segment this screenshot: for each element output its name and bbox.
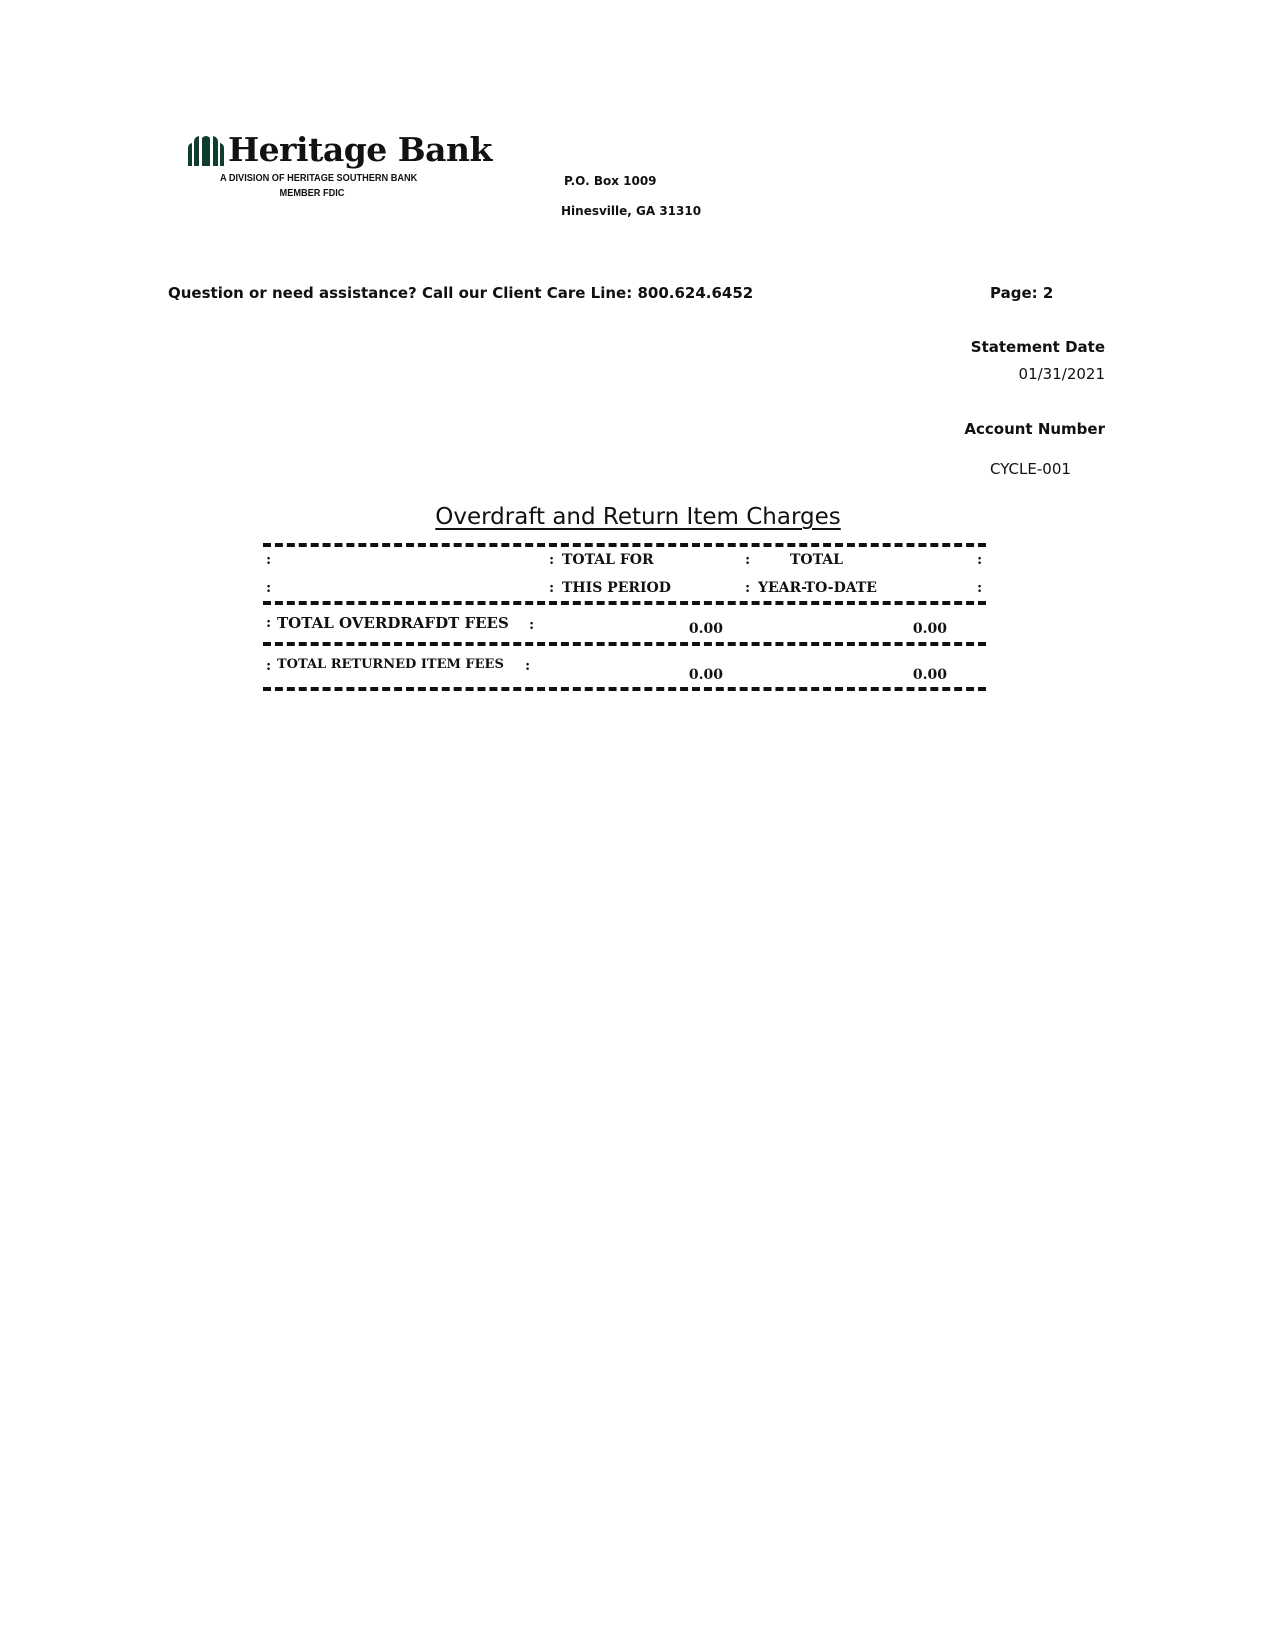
table-colon: : [525,658,531,674]
table-divider [263,601,986,605]
table-colon: : [977,552,983,568]
table-colon: : [266,615,272,631]
bank-logo-icon [186,134,226,166]
row-label: TOTAL RETURNED ITEM FEES [277,657,504,672]
statement-date-label: Statement Date [970,338,1105,356]
table-colon: : [529,617,535,633]
row-label: TOTAL OVERDRAFDT FEES [277,614,509,632]
bank-name: Heritage Bank [228,130,492,169]
row-period-value: 0.00 [688,667,723,683]
address-line-2: Hinesville, GA 31310 [561,204,702,218]
table-colon: : [266,580,272,596]
page-number: Page: 2 [990,284,1054,302]
assistance-text: Question or need assistance? Call our Client Care Line: 800.624.6452 [168,284,754,302]
table-divider [263,543,986,547]
table-divider [263,642,986,646]
table-divider [263,687,986,691]
column-header-period: TOTAL FOR [562,552,654,568]
column-header-period-sub: THIS PERIOD [562,580,671,596]
section-title: Overdraft and Return Item Charges [435,504,841,530]
table-colon: : [549,580,555,596]
address-line-1: P.O. Box 1009 [564,174,657,188]
bank-logo [186,130,492,200]
table-colon: : [266,658,272,674]
column-header-ytd: TOTAL [790,552,843,568]
row-ytd-value: 0.00 [912,621,947,637]
column-header-ytd-sub: YEAR-TO-DATE [758,580,877,596]
table-colon: : [977,580,983,596]
table-colon: : [745,580,751,596]
row-period-value: 0.00 [688,621,723,637]
account-number-label: Account Number [964,420,1105,438]
table-colon: : [266,552,272,568]
bank-member-fdic: MEMBER FDIC [279,188,345,199]
statement-date-value: 01/31/2021 [1018,365,1105,383]
bank-division: A DIVISION OF HERITAGE SOUTHERN BANK [220,173,418,184]
account-number-value: CYCLE-001 [990,460,1071,478]
row-ytd-value: 0.00 [912,667,947,683]
table-colon: : [745,552,751,568]
table-colon: : [549,552,555,568]
